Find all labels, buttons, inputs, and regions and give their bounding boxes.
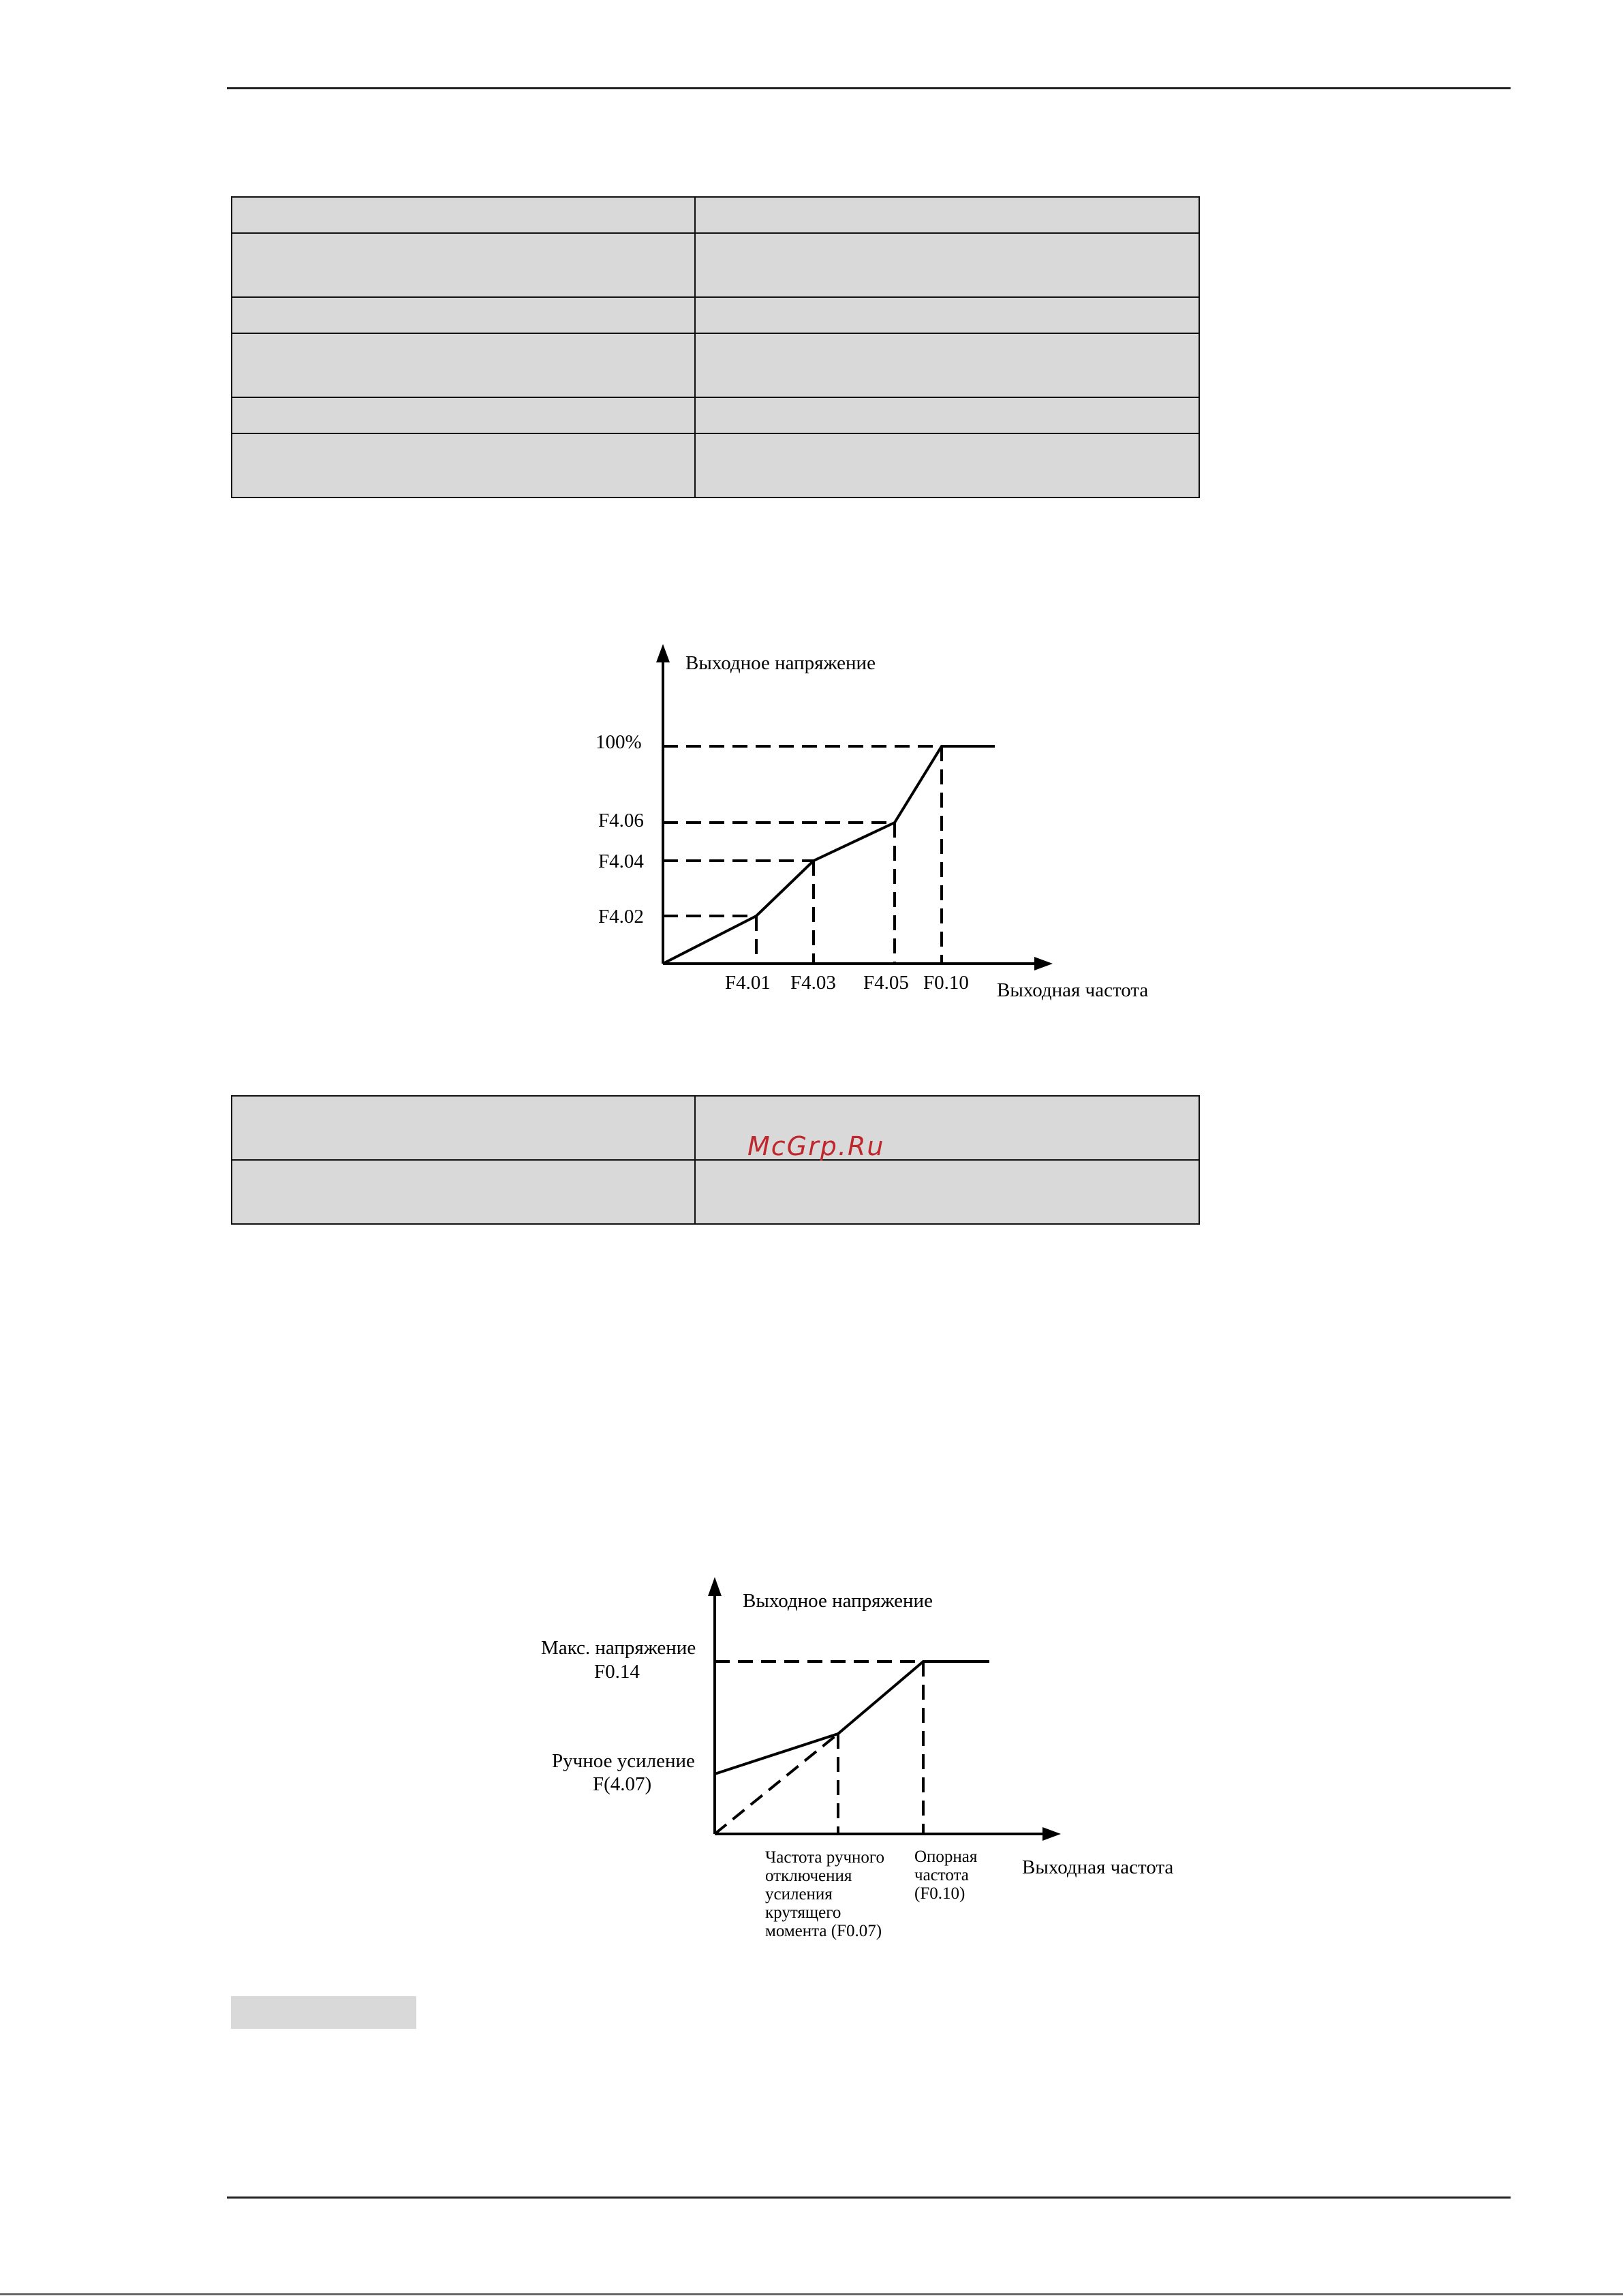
base-frequency-label-line: Опорная [914, 1848, 978, 1866]
base-frequency-label-line: (F0.10) [914, 1884, 965, 1903]
y-axis-label: Выходное напряжение [743, 1590, 933, 1612]
linear-reference-line [715, 1734, 838, 1834]
footer-rule [227, 2196, 1511, 2199]
y-axis-label: Выходное напряжение [685, 652, 876, 674]
cutoff-label-line: Частота ручного [765, 1848, 885, 1867]
x-axis-label: Выходная частота [997, 979, 1149, 1001]
x-tick-f403: F4.03 [790, 972, 836, 994]
x-axis-arrow-icon [1042, 1827, 1061, 1841]
y-tick-100: 100% [596, 731, 642, 753]
x-tick-f405: F4.05 [863, 972, 909, 994]
boost-curve-line [715, 1662, 989, 1774]
watermark: McGrp.Ru [747, 1131, 885, 1161]
y-axis-arrow-icon [708, 1577, 722, 1596]
x-tick-f010: F0.10 [923, 972, 969, 994]
x-axis-label: Выходная частота [1022, 1856, 1174, 1878]
max-voltage-label: Макс. напряжение [541, 1637, 696, 1659]
cutoff-label-line: усиления [765, 1885, 833, 1903]
base-frequency-label-line: частота [914, 1866, 969, 1884]
y-tick-f406: F4.06 [598, 810, 644, 831]
cutoff-label-line: отключения [765, 1867, 852, 1885]
max-voltage-param: F0.14 [594, 1661, 640, 1683]
x-tick-f401: F4.01 [725, 972, 771, 994]
manual-boost-param: F(4.07) [593, 1773, 652, 1795]
gray-label-box [231, 1996, 416, 2029]
cutoff-label-line: момента (F0.07) [765, 1922, 882, 1940]
cutoff-label-line: крутящего [765, 1903, 841, 1922]
page-edge-rule [0, 2293, 1623, 2295]
y-tick-f404: F4.04 [598, 851, 644, 872]
y-tick-f402: F4.02 [598, 906, 644, 928]
manual-boost-label: Ручное усиление [552, 1750, 695, 1772]
